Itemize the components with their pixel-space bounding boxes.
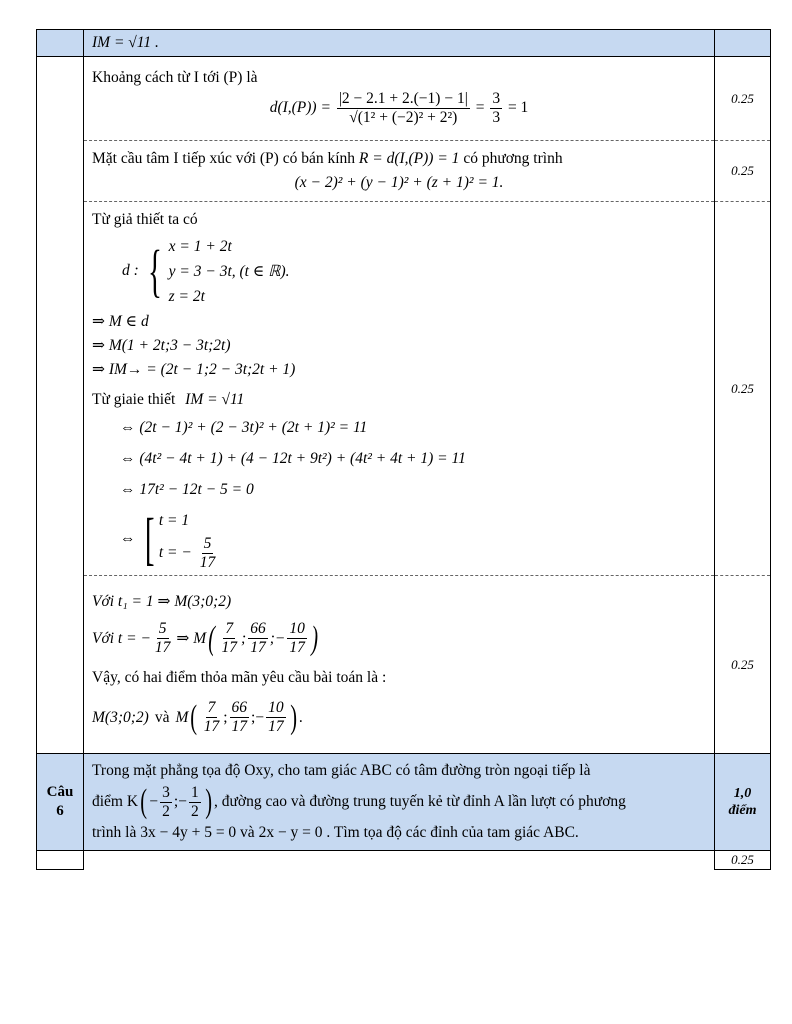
score-cell: 0.25 — [715, 851, 771, 870]
question-points: 1,0 điểm — [715, 754, 771, 851]
distance-intro: Khoảng cách từ I tới (P) là — [92, 69, 258, 87]
line-system: d : { x = 1 + 2t y = 3 − 3t, (t ∈ ℝ). z = 2t — [122, 237, 290, 305]
table-row — [37, 57, 771, 141]
distance-formula: d(I,(P)) = $\frac{|2 - 2.1 + 2.(-1) - 1|}{\text{√(1² + (−2)² + 2²)}}$ = $\frac{3}{3}$ = 1 — [269, 90, 529, 126]
sphere-text: Mặt cầu tâm I tiếp xúc với (P) có bán kính — [92, 150, 356, 167]
question-text-line1: Trong mặt phẳng tọa độ Oxy, cho tam giác ABC có tâm đường tròn ngoại tiếp là — [92, 761, 591, 779]
given-intro: Từ giả thiết ta có — [92, 211, 198, 228]
solution-set: ⇔ [ t = 1 t = − $\frac{5}{17}$ — [120, 506, 216, 571]
score-cell: 0.25 — [715, 202, 771, 576]
sphere-equation: (x − 2)² + (y − 1)² + (z + 1)² = 1. — [294, 174, 504, 191]
im-value: IM = √11 . — [92, 34, 159, 51]
brace-icon: { — [147, 238, 162, 303]
table-row: Với t₁ = 1 ⇒ M(3;0;2) Với t = − $\frac{5}{17}$ ⇒ M ( $\frac{7}{17}$ ; $\frac{66}{17}$ ;− $\frac{10}{17}$ ) Vậy, có hai điểm thỏa mãn yêu cầu bài toán là : M(3;0;2) và M ( $\frac{7}{17}$ ; $\frac{66}{17}$ ;− $\frac{10}{17}$ ) . 0.25 — [37, 576, 771, 754]
bracket-icon: [ — [144, 506, 154, 571]
sphere-radius: R = d(I,(P)) = 1 — [358, 150, 460, 167]
table-row: Từ giả thiết ta có d : { x = 1 + 2t y = 3 − 3t, (t ∈ ℝ). z = 2t ⇒ M ∈ d ⇒ M(1 + 2t;3 − 3t;2t) ⇒ IM→ = (2t − 1;2 − 3t;2t + 1) Từ giaie thiết IM = √11 ⇔ (2t − 1)² + (2 − 3t)² + (2t + 1)² = 11 ⇔ (4t² − 4t + 1) + (4 − 12t + 9t²) + (4t² + 4t + 1) = 11 ⇔ 17t² − 12t − 5 = 0 ⇔ [ t = 1 t = − $\frac{5}{17}$ 0.25 — [37, 202, 771, 576]
table-row: Mặt cầu tâm I tiếp xúc với (P) có bán kính R = d(I,(P)) = 1 có phương trình (x − 2)² + (y − 1)² + (z + 1)² = 1. 0.25 — [37, 141, 771, 202]
question-number: Câu 6 — [37, 754, 84, 851]
score-cell: 0.25 — [715, 57, 771, 141]
question-text-line3: trình là 3x − 4y + 5 = 0 và 2x − y = 0 . Tìm tọa độ các đỉnh của tam giác ABC. — [92, 824, 579, 842]
score-cell: 0.25 — [715, 576, 771, 754]
answer-table — [36, 29, 771, 870]
table-row — [37, 851, 771, 870]
question-row: Câu 6 Trong mặt phẳng tọa độ Oxy, cho tam giác ABC có tâm đường tròn ngoại tiếp là điểm K ( − $\frac{3}{2}$ ;− $\frac{1}{2}$ ) , đường cao và đường trung tuyến kẻ từ đỉnh A lần lượt có phương trình là 3x − 4y + 5 = 0 và 2x − y = 0 . Tìm tọa độ các đỉnh của tam giác ABC. 1,0 điểm — [37, 754, 771, 851]
score-cell: 0.25 — [715, 141, 771, 202]
table-row — [37, 30, 771, 57]
